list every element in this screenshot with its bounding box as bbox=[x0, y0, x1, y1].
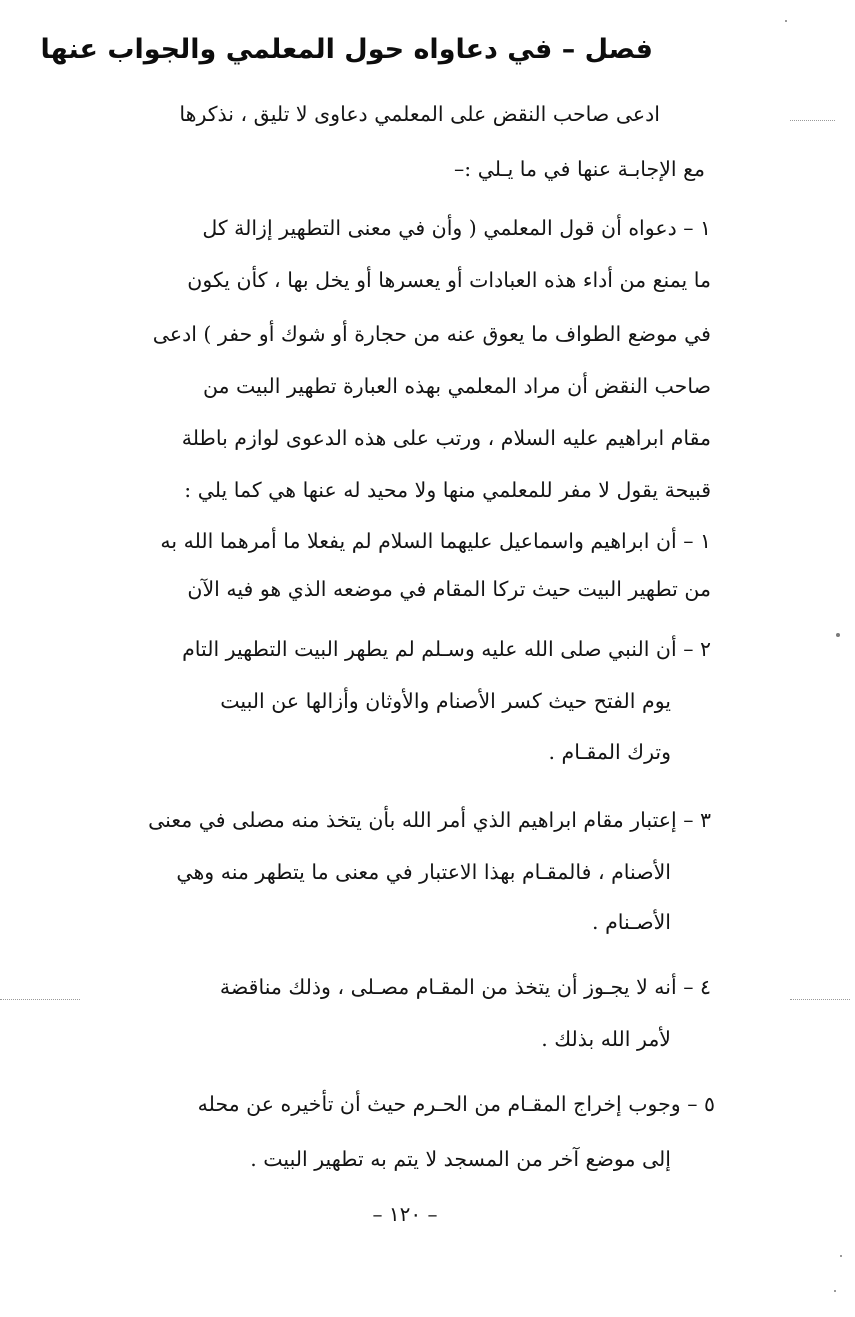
text-line: يوم الفتح حيث كسر الأصنام والأوثان وأزالها عن البيت bbox=[220, 689, 671, 713]
text-line: وترك المقـام . bbox=[548, 740, 671, 764]
text-line: ادعى صاحب النقض على المعلمي دعاوى لا تليق ، نذكرها bbox=[179, 102, 660, 126]
text-line: ٥ – وجوب إخراج المقـام من الحـرم حيث أن تأخيره عن محله bbox=[197, 1092, 715, 1116]
text-line: ٣ – إعتبار مقام ابراهيم الذي أمر الله بأن يتخذ منه مصلى في معنى bbox=[148, 808, 711, 832]
text-line: في موضع الطواف ما يعوق عنه من حجارة أو شوك أو حفر ) ادعى bbox=[152, 322, 711, 346]
text-line: مع الإجابـة عنها في ما يـلي :– bbox=[454, 157, 705, 181]
text-line: صاحب النقض أن مراد المعلمي بهذه العبارة تطهير البيت من bbox=[202, 374, 711, 398]
section-title: فصل – في دعاواه حول المعلمي والجواب عنها bbox=[40, 34, 653, 65]
scan-artifact bbox=[836, 633, 840, 637]
scan-artifact bbox=[785, 20, 787, 22]
text-line: إلى موضع آخر من المسجد لا يتم به تطهير البيت . bbox=[250, 1147, 671, 1171]
text-line: ما يمنع من أداء هذه العبادات أو يعسرها أو يخل بها ، كأن يكون bbox=[187, 268, 711, 292]
text-line: ٢ – أن النبي صلى الله عليه وسـلم لم يطهر البيت التطهير التام bbox=[182, 637, 711, 661]
text-line: ١ – أن ابراهيم واسماعيل عليهما السلام لم يفعلا ما أمرهما الله به bbox=[160, 529, 711, 553]
page-number: – ١٢٠ – bbox=[372, 1202, 438, 1226]
text-line: من تطهير البيت حيث تركا المقام في موضعه الذي هو فيه الآن bbox=[187, 577, 711, 601]
text-line: ١ – دعواه أن قول المعلمي ( وأن في معنى التطهير إزالة كل bbox=[202, 216, 711, 240]
text-line: الأصـنام . bbox=[592, 910, 671, 934]
text-line: لأمر الله بذلك . bbox=[541, 1027, 671, 1051]
scan-artifact bbox=[834, 1290, 836, 1292]
scan-artifact bbox=[790, 120, 835, 121]
scan-artifact bbox=[840, 1255, 842, 1257]
text-line: مقام ابراهيم عليه السلام ، ورتب على هذه الدعوى لوازم باطلة bbox=[181, 426, 711, 450]
text-line: الأصنام ، فالمقـام بهذا الاعتبار في معنى ما يتطهر منه وهي bbox=[176, 860, 671, 884]
text-line: قبيحة يقول لا مفر للمعلمي منها ولا محيد له عنها هي كما يلي : bbox=[184, 478, 711, 502]
scan-artifact bbox=[0, 999, 80, 1000]
scan-artifact bbox=[790, 999, 850, 1000]
text-line: ٤ – أنه لا يجـوز أن يتخذ من المقـام مصـلى ، وذلك مناقضة bbox=[219, 975, 711, 999]
